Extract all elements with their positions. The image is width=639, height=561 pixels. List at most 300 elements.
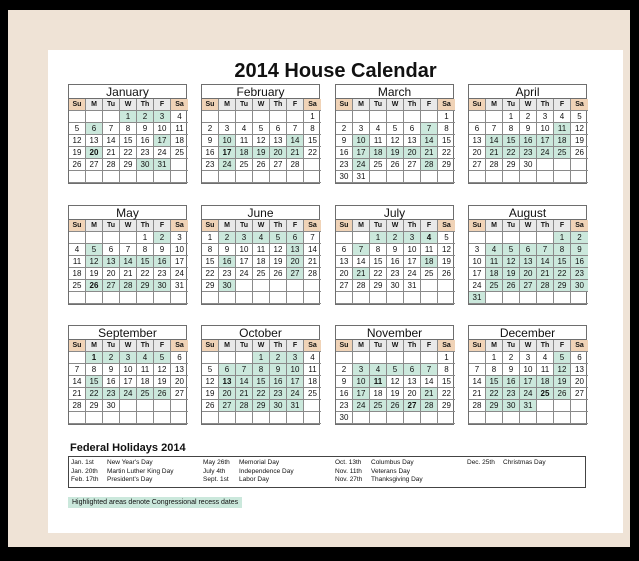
day-cell: 23 xyxy=(520,147,537,159)
day-cell: 23 xyxy=(270,388,287,400)
day-cell: 16 xyxy=(336,388,353,400)
day-cell: 28 xyxy=(287,159,304,171)
day-cell: 12 xyxy=(154,364,171,376)
day-cell: 10 xyxy=(154,123,171,135)
empty-cell xyxy=(438,280,455,292)
day-header: W xyxy=(520,220,537,232)
month-name: November xyxy=(366,326,423,340)
day-cell: 25 xyxy=(137,388,154,400)
day-cell: 19 xyxy=(387,388,404,400)
day-header: Sa xyxy=(304,99,321,111)
empty-cell xyxy=(103,412,120,424)
holiday-date: Nov. 27th xyxy=(335,476,363,483)
day-cell: 13 xyxy=(469,135,486,147)
day-cell: 22 xyxy=(304,147,321,159)
day-header: Tu xyxy=(503,340,520,352)
day-cell: 17 xyxy=(520,376,537,388)
empty-cell xyxy=(486,111,503,123)
empty-cell xyxy=(353,292,370,304)
day-cell: 23 xyxy=(137,147,154,159)
holiday-row xyxy=(203,476,294,485)
day-cell: 12 xyxy=(69,135,86,147)
day-header: F xyxy=(554,99,571,111)
day-cell: 11 xyxy=(537,364,554,376)
empty-cell xyxy=(370,292,387,304)
empty-cell xyxy=(336,232,353,244)
day-cell: 7 xyxy=(486,123,503,135)
empty-cell xyxy=(103,111,120,123)
empty-cell xyxy=(387,352,404,364)
day-cell: 17 xyxy=(404,256,421,268)
day-cell: 21 xyxy=(287,147,304,159)
day-cell: 15 xyxy=(86,376,103,388)
month-grid xyxy=(469,98,586,183)
day-cell: 26 xyxy=(503,280,520,292)
day-cell: 19 xyxy=(69,147,86,159)
day-header: Th xyxy=(270,99,287,111)
day-cell: 6 xyxy=(520,244,537,256)
holiday-date: Jan. 1st xyxy=(71,459,94,466)
day-cell: 12 xyxy=(554,364,571,376)
day-header: Th xyxy=(137,340,154,352)
day-cell: 6 xyxy=(336,244,353,256)
day-cell: 8 xyxy=(370,244,387,256)
day-cell: 6 xyxy=(103,244,120,256)
empty-cell xyxy=(120,400,137,412)
day-cell: 30 xyxy=(336,412,353,424)
holiday-name: Columbus Day xyxy=(371,459,414,466)
day-cell: 3 xyxy=(404,232,421,244)
month-december xyxy=(468,325,587,425)
day-cell: 27 xyxy=(469,159,486,171)
month-august xyxy=(468,205,587,305)
day-cell: 17 xyxy=(236,256,253,268)
empty-cell xyxy=(438,292,455,304)
empty-cell xyxy=(537,400,554,412)
day-cell: 11 xyxy=(421,244,438,256)
holiday-row xyxy=(71,468,173,477)
day-cell: 13 xyxy=(86,135,103,147)
day-cell: 21 xyxy=(421,147,438,159)
day-cell: 22 xyxy=(120,147,137,159)
day-cell: 7 xyxy=(537,244,554,256)
empty-cell xyxy=(438,412,455,424)
day-cell: 4 xyxy=(537,352,554,364)
empty-cell xyxy=(219,412,236,424)
day-cell: 11 xyxy=(69,256,86,268)
empty-cell xyxy=(469,412,486,424)
month-name: January xyxy=(106,85,149,99)
day-cell: 18 xyxy=(370,388,387,400)
empty-cell xyxy=(387,412,404,424)
day-cell: 3 xyxy=(353,364,370,376)
empty-cell xyxy=(571,400,588,412)
holiday-date: Dec. 25th xyxy=(467,459,495,466)
day-cell: 5 xyxy=(387,364,404,376)
empty-cell xyxy=(103,232,120,244)
day-header: Sa xyxy=(304,220,321,232)
day-cell: 2 xyxy=(571,232,588,244)
day-header: F xyxy=(554,340,571,352)
day-cell: 30 xyxy=(520,159,537,171)
day-header: M xyxy=(86,99,103,111)
day-header: Sa xyxy=(438,220,455,232)
day-header: Th xyxy=(137,99,154,111)
day-cell: 8 xyxy=(86,364,103,376)
day-header: Su xyxy=(202,220,219,232)
day-cell: 12 xyxy=(202,376,219,388)
day-cell: 4 xyxy=(370,123,387,135)
empty-cell xyxy=(421,292,438,304)
empty-cell xyxy=(202,292,219,304)
day-cell: 5 xyxy=(554,352,571,364)
day-cell: 9 xyxy=(103,364,120,376)
day-cell: 9 xyxy=(154,244,171,256)
day-cell: 28 xyxy=(486,159,503,171)
empty-cell xyxy=(219,111,236,123)
day-cell: 15 xyxy=(438,135,455,147)
empty-cell xyxy=(202,352,219,364)
day-cell: 4 xyxy=(554,111,571,123)
day-cell: 17 xyxy=(219,147,236,159)
day-cell: 25 xyxy=(370,400,387,412)
holiday-date: Oct. 13th xyxy=(335,459,362,466)
day-cell: 28 xyxy=(120,280,137,292)
day-cell: 17 xyxy=(154,135,171,147)
day-cell: 2 xyxy=(503,352,520,364)
empty-cell xyxy=(236,412,253,424)
empty-cell xyxy=(353,412,370,424)
empty-cell xyxy=(571,159,588,171)
day-cell: 21 xyxy=(421,388,438,400)
day-cell: 24 xyxy=(154,147,171,159)
day-cell: 14 xyxy=(421,376,438,388)
empty-cell xyxy=(236,352,253,364)
day-cell: 18 xyxy=(171,135,188,147)
empty-cell xyxy=(520,292,537,304)
empty-cell xyxy=(404,292,421,304)
day-cell: 22 xyxy=(202,268,219,280)
empty-cell xyxy=(353,352,370,364)
day-cell: 10 xyxy=(353,376,370,388)
empty-cell xyxy=(554,292,571,304)
day-cell: 6 xyxy=(270,123,287,135)
day-cell: 23 xyxy=(219,268,236,280)
day-cell: 19 xyxy=(503,268,520,280)
day-cell: 23 xyxy=(336,400,353,412)
day-cell: 3 xyxy=(353,123,370,135)
month-name: September xyxy=(98,326,157,340)
day-cell: 20 xyxy=(404,147,421,159)
day-cell: 1 xyxy=(486,352,503,364)
empty-cell xyxy=(421,280,438,292)
empty-cell xyxy=(336,292,353,304)
holiday-date: July 4th xyxy=(203,467,226,475)
day-cell: 16 xyxy=(336,147,353,159)
empty-cell xyxy=(404,171,421,183)
day-cell: 28 xyxy=(353,280,370,292)
day-header: Th xyxy=(137,220,154,232)
empty-cell xyxy=(503,412,520,424)
empty-cell xyxy=(270,111,287,123)
day-cell: 20 xyxy=(571,376,588,388)
day-header: Sa xyxy=(304,340,321,352)
day-cell: 9 xyxy=(219,244,236,256)
day-cell: 8 xyxy=(137,244,154,256)
empty-cell xyxy=(137,292,154,304)
day-header: F xyxy=(154,99,171,111)
empty-cell xyxy=(554,171,571,183)
day-cell: 15 xyxy=(137,256,154,268)
day-cell: 26 xyxy=(554,388,571,400)
empty-cell xyxy=(69,292,86,304)
day-cell: 11 xyxy=(253,244,270,256)
day-cell: 10 xyxy=(171,244,188,256)
day-cell: 27 xyxy=(571,388,588,400)
day-cell: 21 xyxy=(486,147,503,159)
empty-cell xyxy=(69,352,86,364)
month-name: July xyxy=(383,206,406,220)
month-may xyxy=(68,205,187,305)
day-cell: 26 xyxy=(270,268,287,280)
day-cell: 18 xyxy=(370,147,387,159)
empty-cell xyxy=(571,292,588,304)
day-cell: 3 xyxy=(287,352,304,364)
day-cell: 13 xyxy=(571,364,588,376)
empty-cell xyxy=(86,292,103,304)
month-grid xyxy=(202,339,319,424)
day-cell: 16 xyxy=(202,147,219,159)
empty-cell xyxy=(503,171,520,183)
empty-cell xyxy=(486,171,503,183)
month-name: June xyxy=(247,206,274,220)
day-cell: 30 xyxy=(154,280,171,292)
day-cell: 8 xyxy=(202,244,219,256)
day-cell: 20 xyxy=(404,388,421,400)
day-cell: 12 xyxy=(438,244,455,256)
month-name: May xyxy=(116,206,139,220)
day-cell: 14 xyxy=(103,135,120,147)
day-cell: 13 xyxy=(336,256,353,268)
day-cell: 23 xyxy=(503,388,520,400)
day-cell: 24 xyxy=(219,159,236,171)
day-cell: 9 xyxy=(202,135,219,147)
empty-cell xyxy=(421,352,438,364)
day-cell: 20 xyxy=(469,147,486,159)
empty-cell xyxy=(404,111,421,123)
day-cell: 15 xyxy=(253,376,270,388)
day-cell: 16 xyxy=(137,135,154,147)
day-header: M xyxy=(219,220,236,232)
day-cell: 17 xyxy=(287,376,304,388)
empty-cell xyxy=(253,412,270,424)
empty-cell xyxy=(387,111,404,123)
day-cell: 20 xyxy=(520,268,537,280)
day-cell: 25 xyxy=(69,280,86,292)
day-cell: 9 xyxy=(137,123,154,135)
holiday-column xyxy=(467,459,546,468)
day-cell: 7 xyxy=(120,244,137,256)
month-grid xyxy=(202,219,319,304)
day-cell: 16 xyxy=(503,376,520,388)
day-cell: 2 xyxy=(103,352,120,364)
empty-cell xyxy=(270,280,287,292)
day-cell: 19 xyxy=(387,147,404,159)
day-header: W xyxy=(253,99,270,111)
month-grid xyxy=(469,219,586,304)
empty-cell xyxy=(202,111,219,123)
day-cell: 6 xyxy=(86,123,103,135)
day-cell: 14 xyxy=(353,256,370,268)
empty-cell xyxy=(421,111,438,123)
day-cell: 25 xyxy=(304,388,321,400)
empty-cell xyxy=(137,171,154,183)
day-cell: 14 xyxy=(486,135,503,147)
month-february xyxy=(201,84,320,184)
holiday-row xyxy=(203,459,294,468)
empty-cell xyxy=(253,171,270,183)
day-cell: 6 xyxy=(171,352,188,364)
day-header: M xyxy=(219,340,236,352)
holiday-row xyxy=(71,459,173,468)
day-cell: 11 xyxy=(304,364,321,376)
day-header: W xyxy=(387,220,404,232)
empty-cell xyxy=(571,171,588,183)
day-cell: 14 xyxy=(287,135,304,147)
day-header: W xyxy=(253,220,270,232)
empty-cell xyxy=(469,171,486,183)
empty-cell xyxy=(520,171,537,183)
day-cell: 25 xyxy=(253,268,270,280)
day-cell: 19 xyxy=(270,256,287,268)
empty-cell xyxy=(287,111,304,123)
day-cell: 22 xyxy=(253,388,270,400)
day-cell: 21 xyxy=(103,147,120,159)
day-header: Th xyxy=(404,340,421,352)
empty-cell xyxy=(336,352,353,364)
day-cell: 30 xyxy=(103,400,120,412)
day-header: W xyxy=(387,99,404,111)
day-cell: 7 xyxy=(469,364,486,376)
day-cell: 28 xyxy=(304,268,321,280)
day-cell: 1 xyxy=(554,232,571,244)
day-cell: 22 xyxy=(438,388,455,400)
day-cell: 29 xyxy=(202,280,219,292)
empty-cell xyxy=(219,292,236,304)
day-header: Sa xyxy=(171,340,188,352)
day-cell: 14 xyxy=(304,244,321,256)
day-cell: 1 xyxy=(438,111,455,123)
day-header: F xyxy=(287,99,304,111)
day-header: Tu xyxy=(236,99,253,111)
empty-cell xyxy=(304,280,321,292)
day-cell: 8 xyxy=(554,244,571,256)
day-cell: 7 xyxy=(421,123,438,135)
day-header: F xyxy=(421,99,438,111)
day-cell: 15 xyxy=(120,135,137,147)
day-header: Su xyxy=(469,340,486,352)
day-cell: 30 xyxy=(270,400,287,412)
day-header: Su xyxy=(69,340,86,352)
holiday-row xyxy=(467,459,546,468)
day-cell: 28 xyxy=(103,159,120,171)
day-cell: 8 xyxy=(304,123,321,135)
day-cell: 6 xyxy=(404,123,421,135)
empty-cell xyxy=(253,292,270,304)
day-cell: 11 xyxy=(370,376,387,388)
day-cell: 4 xyxy=(253,232,270,244)
day-cell: 20 xyxy=(336,268,353,280)
day-cell: 13 xyxy=(404,135,421,147)
day-cell: 23 xyxy=(387,268,404,280)
day-cell: 12 xyxy=(253,135,270,147)
empty-cell xyxy=(287,171,304,183)
day-header: M xyxy=(86,220,103,232)
empty-cell xyxy=(486,412,503,424)
day-cell: 30 xyxy=(503,400,520,412)
day-cell: 5 xyxy=(69,123,86,135)
day-cell: 3 xyxy=(520,352,537,364)
month-name: August xyxy=(508,206,547,220)
day-cell: 19 xyxy=(438,256,455,268)
empty-cell xyxy=(154,292,171,304)
day-header: W xyxy=(120,99,137,111)
empty-cell xyxy=(154,400,171,412)
day-header: Tu xyxy=(370,340,387,352)
month-name: October xyxy=(239,326,282,340)
day-header: M xyxy=(353,340,370,352)
empty-cell xyxy=(202,171,219,183)
day-cell: 3 xyxy=(469,244,486,256)
empty-cell xyxy=(537,232,554,244)
month-october xyxy=(201,325,320,425)
day-header: Su xyxy=(336,220,353,232)
day-cell: 9 xyxy=(520,123,537,135)
day-header: Th xyxy=(270,220,287,232)
month-november xyxy=(335,325,454,425)
day-cell: 1 xyxy=(137,232,154,244)
day-cell: 21 xyxy=(537,268,554,280)
empty-cell xyxy=(236,111,253,123)
month-grid xyxy=(469,339,586,424)
day-cell: 3 xyxy=(154,111,171,123)
day-cell: 1 xyxy=(370,232,387,244)
day-header: Tu xyxy=(503,220,520,232)
day-cell: 31 xyxy=(469,292,486,304)
month-grid xyxy=(69,219,186,304)
day-cell: 4 xyxy=(421,232,438,244)
day-cell: 24 xyxy=(520,388,537,400)
day-cell: 10 xyxy=(353,135,370,147)
day-header: W xyxy=(387,340,404,352)
day-cell: 4 xyxy=(486,244,503,256)
holiday-name: Labor Day xyxy=(239,476,269,483)
day-cell: 16 xyxy=(387,256,404,268)
day-cell: 16 xyxy=(520,135,537,147)
day-cell: 22 xyxy=(438,147,455,159)
day-cell: 18 xyxy=(137,376,154,388)
empty-cell xyxy=(387,171,404,183)
day-header: F xyxy=(554,220,571,232)
day-cell: 8 xyxy=(438,123,455,135)
day-cell: 29 xyxy=(554,280,571,292)
day-cell: 31 xyxy=(353,171,370,183)
day-header: W xyxy=(520,340,537,352)
day-cell: 25 xyxy=(421,268,438,280)
day-cell: 26 xyxy=(387,159,404,171)
day-cell: 11 xyxy=(554,123,571,135)
empty-cell xyxy=(154,171,171,183)
